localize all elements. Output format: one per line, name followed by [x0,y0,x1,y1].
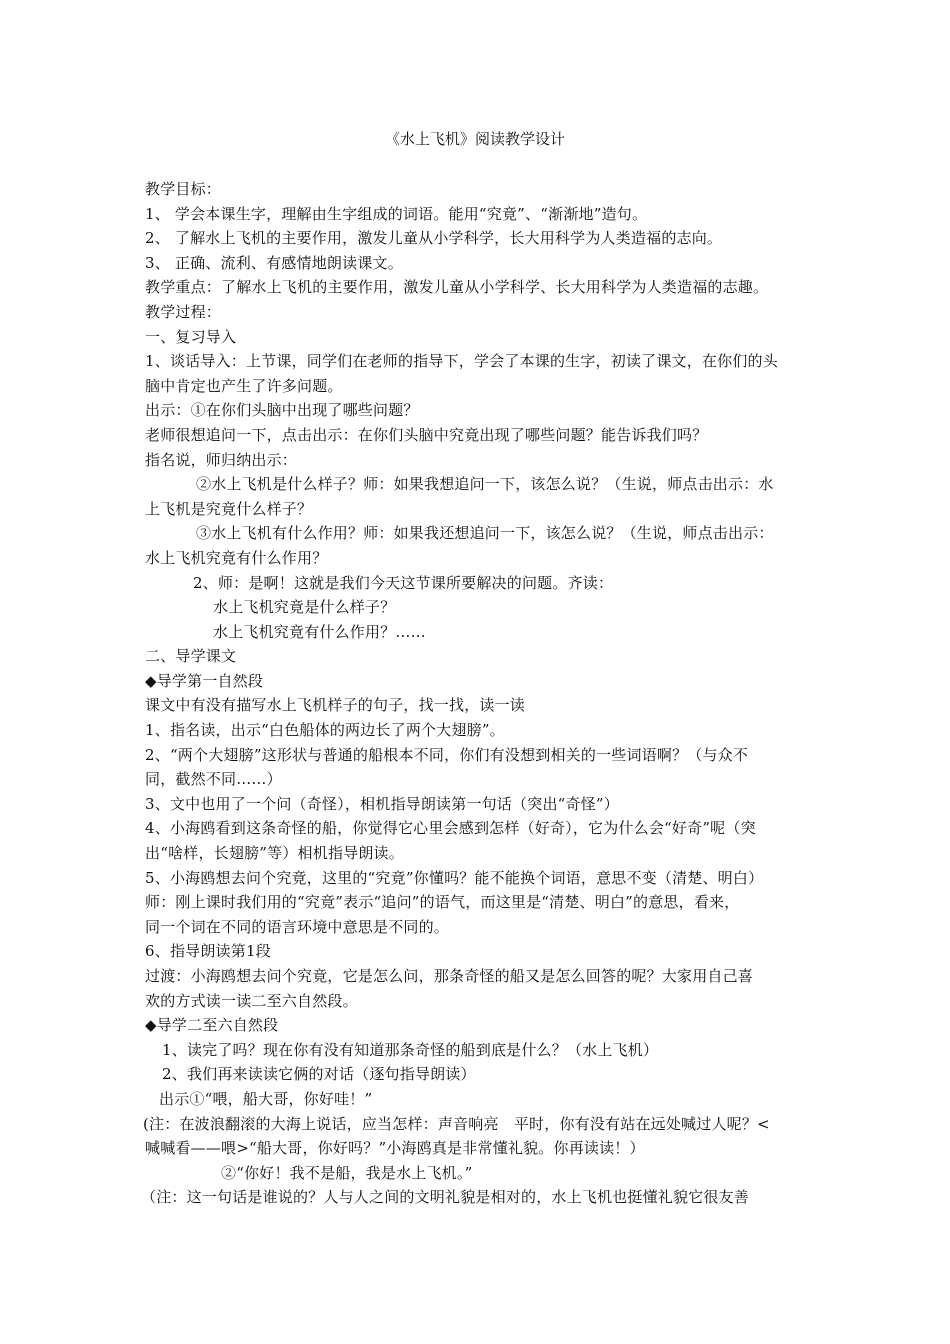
paragraph-line: 出示①“喂，船大哥，你好哇！” [159,1089,373,1108]
paragraph-line: ②“你好！我不是船，我是水上飞机。” [221,1163,473,1182]
paragraph-line: 水上飞机究竟是什么样子？ [213,598,396,617]
subsection-heading: ◆导学第一自然段 [145,671,264,690]
paragraph-line: 出“啥样，长翅膀”等）相机指导朗读。 [145,844,404,863]
paragraph-line: 1、指名读，出示“白色船体的两边长了两个大翅膀”。 [145,721,505,740]
paragraph-line: 2、师：是啊！这就是我们今天这节课所要解决的问题。齐读： [193,573,614,592]
paragraph-line: 3、 正确、流利、有感情地朗读课文。 [145,253,403,272]
paragraph-line: 2、我们再来读读它俩的对话（逐句指导朗读） [162,1065,476,1084]
paragraph-line: ③水上飞机有什么作用？师：如果我还想追问一下，该怎么说？（生说，师点击出示： [196,524,774,543]
paragraph-line: 2、 了解水上飞机的主要作用，激发儿童从小学科学，长大用科学为人类造福的志向。 [145,229,723,248]
paragraph-line: 指名说，师归纳出示： [145,450,298,469]
paragraph-line: 课文中有没有描写水上飞机样子的句子，找一找，读一读 [145,696,526,715]
paragraph-line: (注：在波浪翻滚的大海上说话，应当怎样：声音响亮 平时，你有没有站在远处喊过人呢？< [143,1114,770,1133]
subsection-heading: ◆导学二至六自然段 [145,1016,279,1035]
paragraph-line: 师：刚上课时我们用的“究竟”表示“追问”的语气，而这里是“清楚、明白”的意思，看来， [145,893,740,912]
paragraph-line: 出示：①在你们头脑中出现了哪些问题？ [145,401,419,420]
paragraph-line: 欢的方式读一读二至六自然段。 [145,991,358,1010]
section-heading: 二、导学课文 [145,647,237,666]
paragraph-line: 教学重点：了解水上飞机的主要作用，激发儿童从小学科学、长大用科学为人类造福的志趣。 [145,278,769,297]
paragraph-line: 2、“两个大翅膀”这形状与普通的船根本不同，你们有没想到相关的一些词语啊？（与众不 [145,745,749,764]
paragraph-line: 过渡：小海鸥想去问个究竟，它是怎么问，那条奇怪的船又是怎么回答的呢？大家用自己喜 [145,967,754,985]
document-title: 《水上飞机》阅读教学设计 [384,130,565,148]
paragraph-line: 水上飞机究竟有什么作用？ [145,548,328,567]
paragraph-line: 1、读完了吗？现在你有没有知道那条奇怪的船到底是什么？（水上飞机） [162,1040,659,1059]
paragraph-line: 5、小海鸥想去问个究竟，这里的“究竟”你懂吗？能不能换个词语，意思不变（清楚、明白） [145,868,764,887]
paragraph-line: 同一个词在不同的语言环境中意思是不同的。 [145,917,450,936]
document-body [141,177,813,1210]
paragraph-line: ②水上飞机是什么样子？师：如果我想追问一下，该怎么说？（生说，师点击出示：水 [196,475,774,494]
paragraph-line: 教学目标： [145,180,222,198]
paragraph-line: 老师很想追问一下，点击出示：在你们头脑中究竟出现了哪些问题？能告诉我们吗？ [145,425,708,444]
paragraph-line: 同，截然不同……） [145,770,282,789]
paragraph-line: 喊喊看——喂>“船大哥，你好吗？”小海鸥真是非常懂礼貌。你再读读！） [145,1139,645,1158]
paragraph-line: 1、 学会本课生字，理解由生字组成的词语。能用“究竟”、“渐渐地”造句。 [145,204,648,223]
paragraph-line: 水上飞机究竟有什么作用？…… [213,622,426,641]
paragraph-line: 脑中肯定也产生了许多问题。 [145,376,343,395]
section-heading: 一、复习导入 [145,327,237,346]
paragraph-line: 1、谈话导入：上节课，同学们在老师的指导下，学会了本课的生字，初读了课文，在你们的头 [145,352,778,371]
paragraph-line: 上飞机是究竟什么样子？ [145,499,313,518]
paragraph-line: （注：这一句话是谁说的？人与人之间的文明礼貌是相对的，水上飞机也挺懂礼貌它很友善 [141,1188,750,1207]
paragraph-line: 6、指导朗读第1段 [145,942,271,961]
paragraph-line: 3、文中也用了一个问（奇怪），相机指导朗读第一句话（突出“奇怪”） [145,794,619,813]
paragraph-line: 4、小海鸥看到这条奇怪的船，你觉得它心里会感到怎样（好奇），它为什么会“好奇”呢（突 [145,819,756,838]
section-heading: 教学过程： [145,302,222,321]
